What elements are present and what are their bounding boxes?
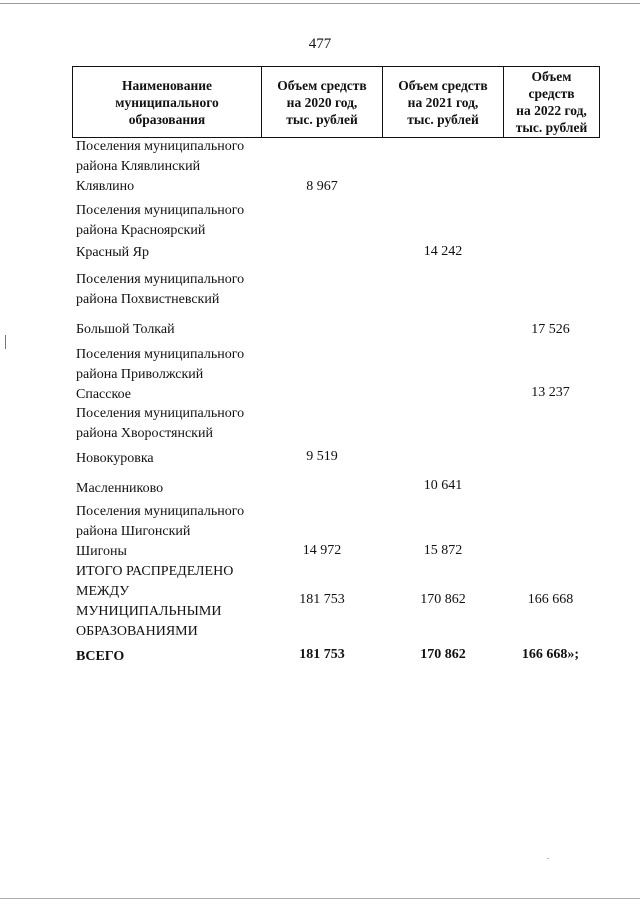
subtotal-amount-2021: 170 862 xyxy=(420,592,466,607)
group-label-line2: района Хворостянский xyxy=(76,426,213,441)
settlement-name: Большой Толкай xyxy=(76,322,175,337)
amount-2020: 14 972 xyxy=(302,543,342,558)
settlement-name: Масленниково xyxy=(76,481,164,496)
subtotal-label-line3: МУНИЦИПАЛЬНЫМИ xyxy=(76,604,222,619)
group-label-line2: района Похвистневский xyxy=(76,292,220,307)
amount-2021: 14 242 xyxy=(423,244,463,259)
amount-2021: 15 872 xyxy=(423,543,463,558)
settlement-name: Новокуровка xyxy=(76,451,154,466)
scan-margin-mark xyxy=(5,335,6,349)
subtotal-amount-2020: 181 753 xyxy=(299,592,345,607)
settlement-name: Клявлино xyxy=(76,179,135,194)
total-amount-2021: 170 862 xyxy=(420,647,466,662)
group-label-line2: района Клявлинский xyxy=(76,159,201,174)
header-amount-2021: Объем средств на 2021 год, тыс. рублей xyxy=(382,66,504,138)
group-label-line1: Поселения муниципального xyxy=(76,139,245,154)
total-amount-2022: 166 668»; xyxy=(521,647,580,662)
scan-speck xyxy=(547,858,549,859)
group-label-line1: Поселения муниципального xyxy=(76,203,245,218)
header-amount-2022: Объем средств на 2022 год, тыс. рублей xyxy=(503,66,600,138)
scan-edge-bottom xyxy=(0,898,640,899)
header-municipality-name: Наименование муниципального образования xyxy=(72,66,262,138)
subtotal-label-line4: ОБРАЗОВАНИЯМИ xyxy=(76,624,198,639)
total-amount-2020: 181 753 xyxy=(299,647,345,662)
amount-2022: 13 237 xyxy=(531,385,570,400)
group-label-line1: Поселения муниципального xyxy=(76,504,245,519)
group-label-line1: Поселения муниципального xyxy=(76,347,245,362)
page-number: 477 xyxy=(308,36,332,52)
group-label-line2: района Шигонский xyxy=(76,524,191,539)
amount-2020: 8 967 xyxy=(306,179,338,194)
amount-2020: 9 519 xyxy=(306,449,338,464)
subtotal-label-line1: ИТОГО РАСПРЕДЕЛЕНО xyxy=(76,564,234,579)
group-label-line1: Поселения муниципального xyxy=(76,272,245,287)
group-label-line1: Поселения муниципального xyxy=(76,406,245,421)
amount-2022: 17 526 xyxy=(531,322,570,337)
subtotal-amount-2022: 166 668 xyxy=(527,592,574,607)
subtotal-label-line2: МЕЖДУ xyxy=(76,584,130,599)
header-amount-2020: Объем средств на 2020 год, тыс. рублей xyxy=(261,66,383,138)
group-label-line2: района Приволжский xyxy=(76,367,204,382)
amount-2021: 10 641 xyxy=(423,478,463,493)
settlement-name: Шигоны xyxy=(76,544,127,559)
total-label: ВСЕГО xyxy=(76,649,125,664)
settlement-name: Красный Яр xyxy=(76,245,149,260)
settlement-name: Спасское xyxy=(76,387,131,402)
group-label-line2: района Красноярский xyxy=(76,223,206,238)
scan-edge-top xyxy=(0,3,640,4)
